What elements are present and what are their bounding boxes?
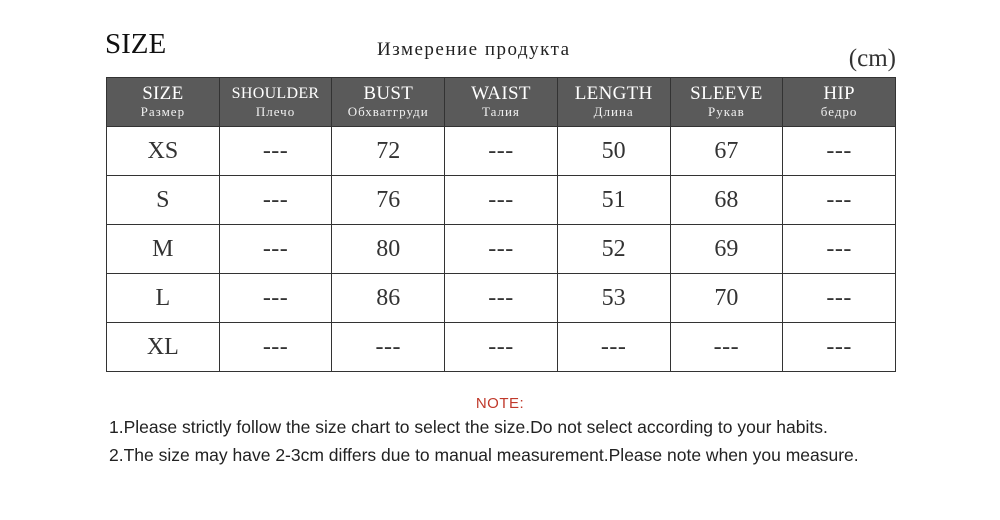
column-header-length xyxy=(557,78,670,127)
length-cell: 52 xyxy=(557,225,670,274)
size-cell: XL xyxy=(107,323,220,372)
shoulder-cell: --- xyxy=(219,323,332,372)
hip-cell: --- xyxy=(783,127,896,176)
length-cell: 53 xyxy=(557,274,670,323)
size-cell: S xyxy=(107,176,220,225)
column-header-size xyxy=(107,78,220,127)
table-header xyxy=(107,78,896,127)
column-header-label: WAIST xyxy=(471,83,531,104)
sleeve-cell: 68 xyxy=(670,176,783,225)
column-header-sublabel: Обхватгруди xyxy=(347,104,429,119)
column-header-label: HIP xyxy=(823,83,855,104)
bust-cell: 72 xyxy=(332,127,445,176)
waist-cell: --- xyxy=(445,176,558,225)
column-header-sublabel: Длина xyxy=(593,104,634,119)
size-cell: L xyxy=(107,274,220,323)
column-header-sublabel: Рукав xyxy=(707,104,745,119)
table-row xyxy=(107,274,896,323)
size-chart-table xyxy=(106,77,896,372)
column-header-sublabel: Размер xyxy=(140,104,186,119)
column-header-sublabel: Плечо xyxy=(255,104,296,119)
shoulder-cell: --- xyxy=(219,127,332,176)
bust-cell: 76 xyxy=(332,176,445,225)
sleeve-cell: --- xyxy=(670,323,783,372)
hip-cell: --- xyxy=(783,225,896,274)
page-subtitle: Измерение продукта xyxy=(377,39,571,60)
table-row xyxy=(107,127,896,176)
shoulder-cell: --- xyxy=(219,274,332,323)
bust-cell: --- xyxy=(332,323,445,372)
column-header-label: SHOULDER xyxy=(231,85,320,102)
column-header-label: SLEEVE xyxy=(690,83,763,104)
length-cell: 51 xyxy=(557,176,670,225)
waist-cell: --- xyxy=(445,274,558,323)
size-cell: M xyxy=(107,225,220,274)
hip-cell: --- xyxy=(783,323,896,372)
waist-cell: --- xyxy=(445,225,558,274)
length-cell: 50 xyxy=(557,127,670,176)
sleeve-cell: 70 xyxy=(670,274,783,323)
column-header-waist xyxy=(445,78,558,127)
column-header-label: BUST xyxy=(363,83,414,104)
shoulder-cell: --- xyxy=(219,225,332,274)
waist-cell: --- xyxy=(445,323,558,372)
length-cell: --- xyxy=(557,323,670,372)
sleeve-cell: 67 xyxy=(670,127,783,176)
shoulder-cell: --- xyxy=(219,176,332,225)
header-row xyxy=(107,78,896,127)
column-header-label: LENGTH xyxy=(574,83,653,104)
column-header-sublabel: Талия xyxy=(481,104,520,119)
column-header-label: SIZE xyxy=(142,83,184,104)
table-row xyxy=(107,176,896,225)
column-header-shoulder xyxy=(219,78,332,127)
table-row xyxy=(107,323,896,372)
page-title: SIZE xyxy=(105,28,167,60)
column-header-sublabel: бедро xyxy=(820,104,858,119)
bust-cell: 80 xyxy=(332,225,445,274)
note-line: 2.The size may have 2-3cm differs due to manual measurement.Please note when you measure. xyxy=(109,445,859,465)
sleeve-cell: 69 xyxy=(670,225,783,274)
size-cell: XS xyxy=(107,127,220,176)
table-body xyxy=(107,127,896,372)
note-title: NOTE: xyxy=(475,395,525,412)
column-header-sleeve xyxy=(670,78,783,127)
column-header-hip xyxy=(783,78,896,127)
note-line: 1.Please strictly follow the size chart to select the size.Do not select according to your habits. xyxy=(109,417,828,437)
unit-label: (cm) xyxy=(848,45,896,72)
waist-cell: --- xyxy=(445,127,558,176)
table-row xyxy=(107,225,896,274)
hip-cell: --- xyxy=(783,274,896,323)
hip-cell: --- xyxy=(783,176,896,225)
column-header-bust xyxy=(332,78,445,127)
bust-cell: 86 xyxy=(332,274,445,323)
